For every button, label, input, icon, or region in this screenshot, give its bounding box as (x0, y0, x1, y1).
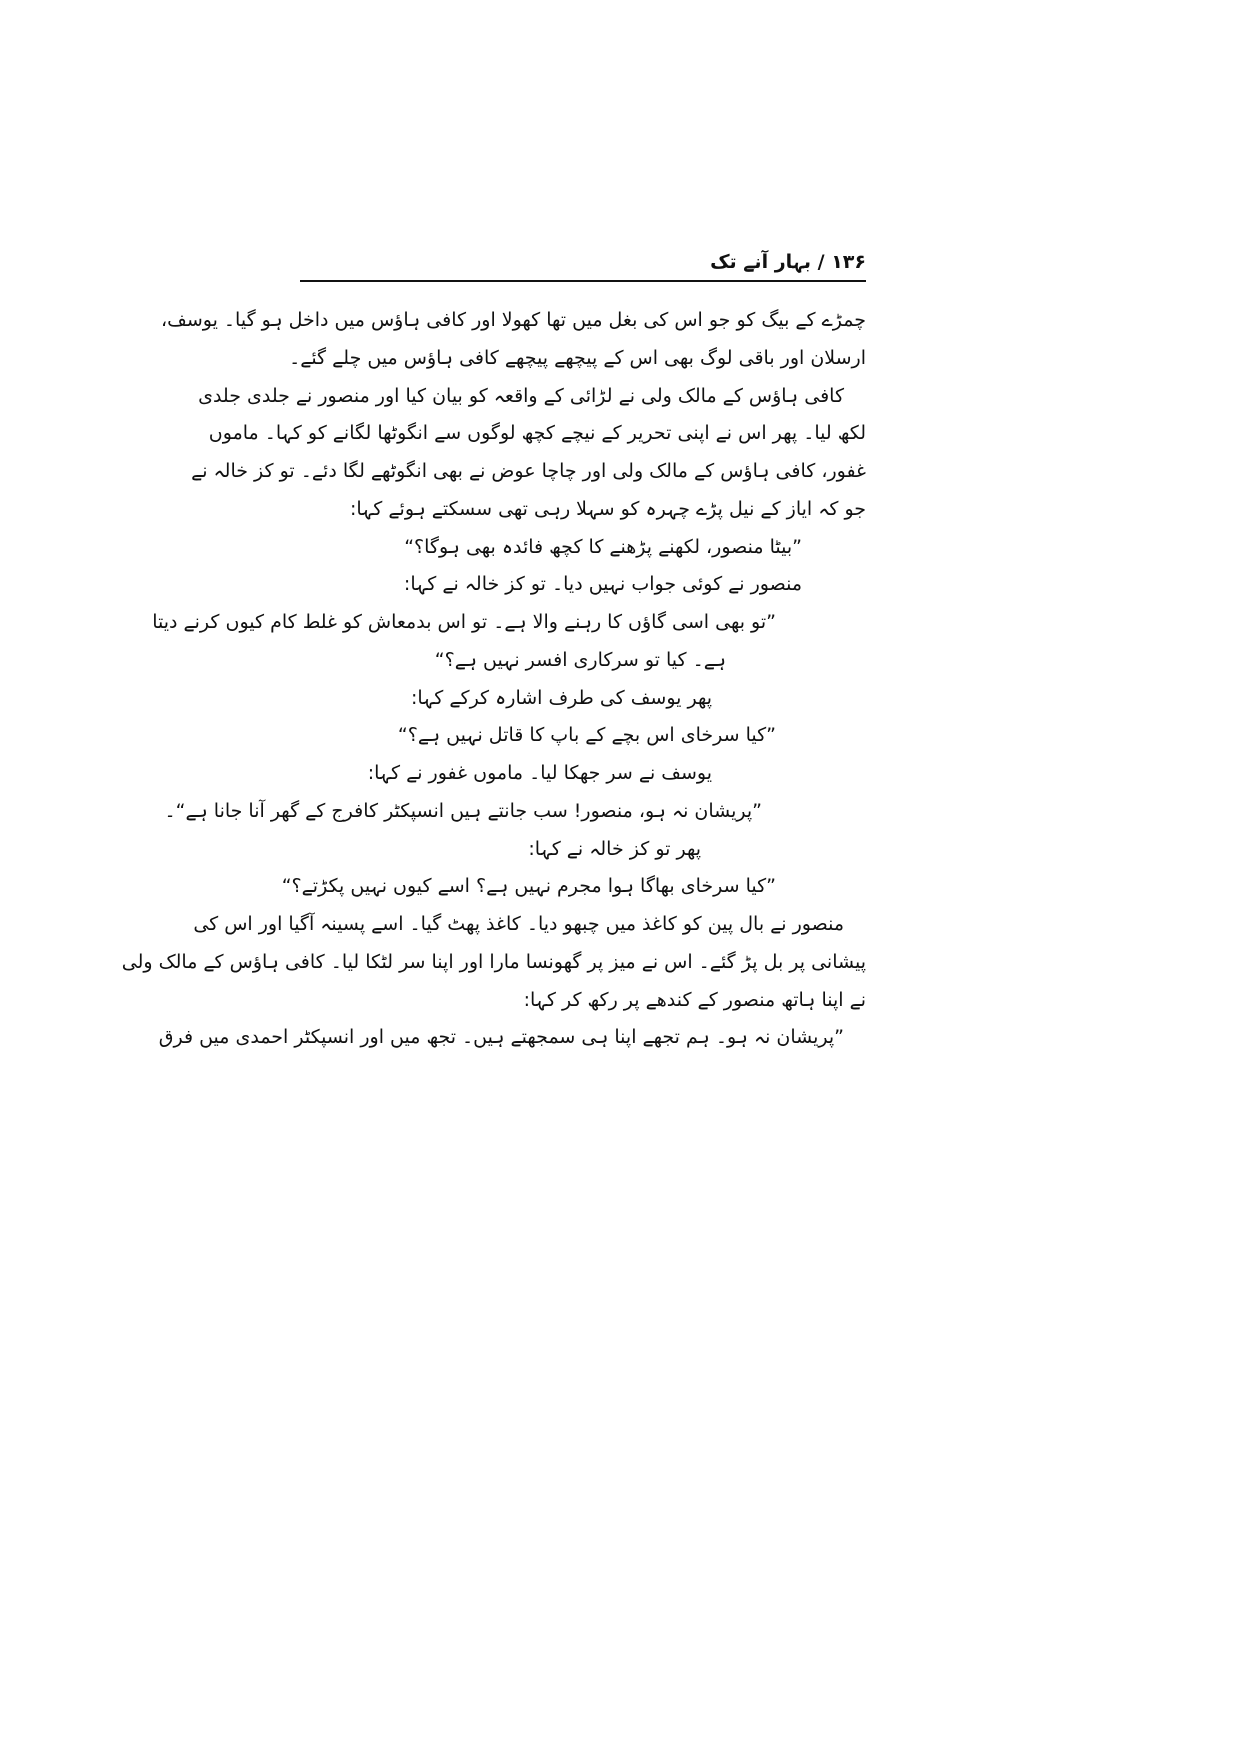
text-line: ”تو بھی اسی گاؤں کا رہنے والا ہے۔ تو اس بدمعاش کو غلط کام کیوں کرنے دیتا (152, 611, 776, 633)
text-line: پیشانی پر بل پڑ گئے۔ اس نے میز پر گھونسا مارا اور اپنا سر لٹکا لیا۔ کافی ہاؤس کے مالک ولی (121, 950, 866, 973)
text-line: پھر یوسف کی طرف اشارہ کرکے کہا: (410, 686, 712, 709)
header-rule (300, 280, 866, 282)
body-text (121, 302, 866, 1057)
text-line: ہے۔ کیا تو سرکاری افسر نہیں ہے؟“ (434, 648, 726, 671)
text-line: نے اپنا ہاتھ منصور کے کندھے پر رکھ کر کہا: (523, 988, 866, 1011)
text-line: چمڑے کے بیگ کو جو اس کی بغل میں تھا کھولا اور کافی ہاؤس میں داخل ہو گیا۔ یوسف، (161, 309, 866, 331)
text-line: منصور نے کوئی جواب نہیں دیا۔ تو کز خالہ نے کہا: (403, 573, 802, 596)
text-line: جو کہ ایاز کے نیل پڑے چہرہ کو سہلا رہی تھی سسکتے ہوئے کہا: (349, 497, 866, 520)
page-header (300, 246, 866, 282)
text-line: پھر تو کز خالہ نے کہا: (528, 837, 701, 860)
text-line: غفور، کافی ہاؤس کے مالک ولی اور چاچا عوض نے بھی انگوٹھے لگا دئے۔ تو کز خالہ نے (191, 460, 866, 482)
text-line: ”کیا سرخای اس بچے کے باپ کا قاتل نہیں ہے؟“ (397, 724, 776, 747)
text-line: منصور نے بال پین کو کاغذ میں چبھو دیا۔ کاغذ پھٹ گیا۔ اسے پسینہ آگیا اور اس کی (193, 913, 844, 935)
text-line: ”پریشان نہ ہو۔ ہم تجھے اپنا ہی سمجھتے ہیں۔ تجھ میں اور انسپکٹر احمدی میں فرق (158, 1026, 844, 1049)
text-line: ”پریشان نہ ہو، منصور! سب جانتے ہیں انسپکٹر کافرج کے گھر آنا جانا ہے“۔ (164, 799, 762, 822)
text-line: لکھ لیا۔ پھر اس نے اپنی تحریر کے نیچے کچھ لوگوں سے انگوٹھا لگانے کو کہا۔ ماموں (208, 422, 866, 445)
running-head: ۱۳۶ / بہار آنے تک (710, 251, 866, 273)
text-line: یوسف نے سر جھکا لیا۔ ماموں غفور نے کہا: (367, 762, 712, 784)
text-line: ارسلان اور باقی لوگ بھی اس کے پیچھے پیچھے کافی ہاؤس میں چلے گئے۔ (289, 346, 866, 369)
text-line: کافی ہاؤس کے مالک ولی نے لڑائی کے واقعہ کو بیان کیا اور منصور نے جلدی جلدی (198, 384, 844, 407)
text-line: ”بیٹا منصور، لکھنے پڑھنے کا کچھ فائدہ بھی ہوگا؟“ (404, 535, 802, 558)
text-line: ”کیا سرخای بھاگا ہوا مجرم نہیں ہے؟ اسے کیوں نہیں پکڑتے؟“ (281, 875, 776, 898)
